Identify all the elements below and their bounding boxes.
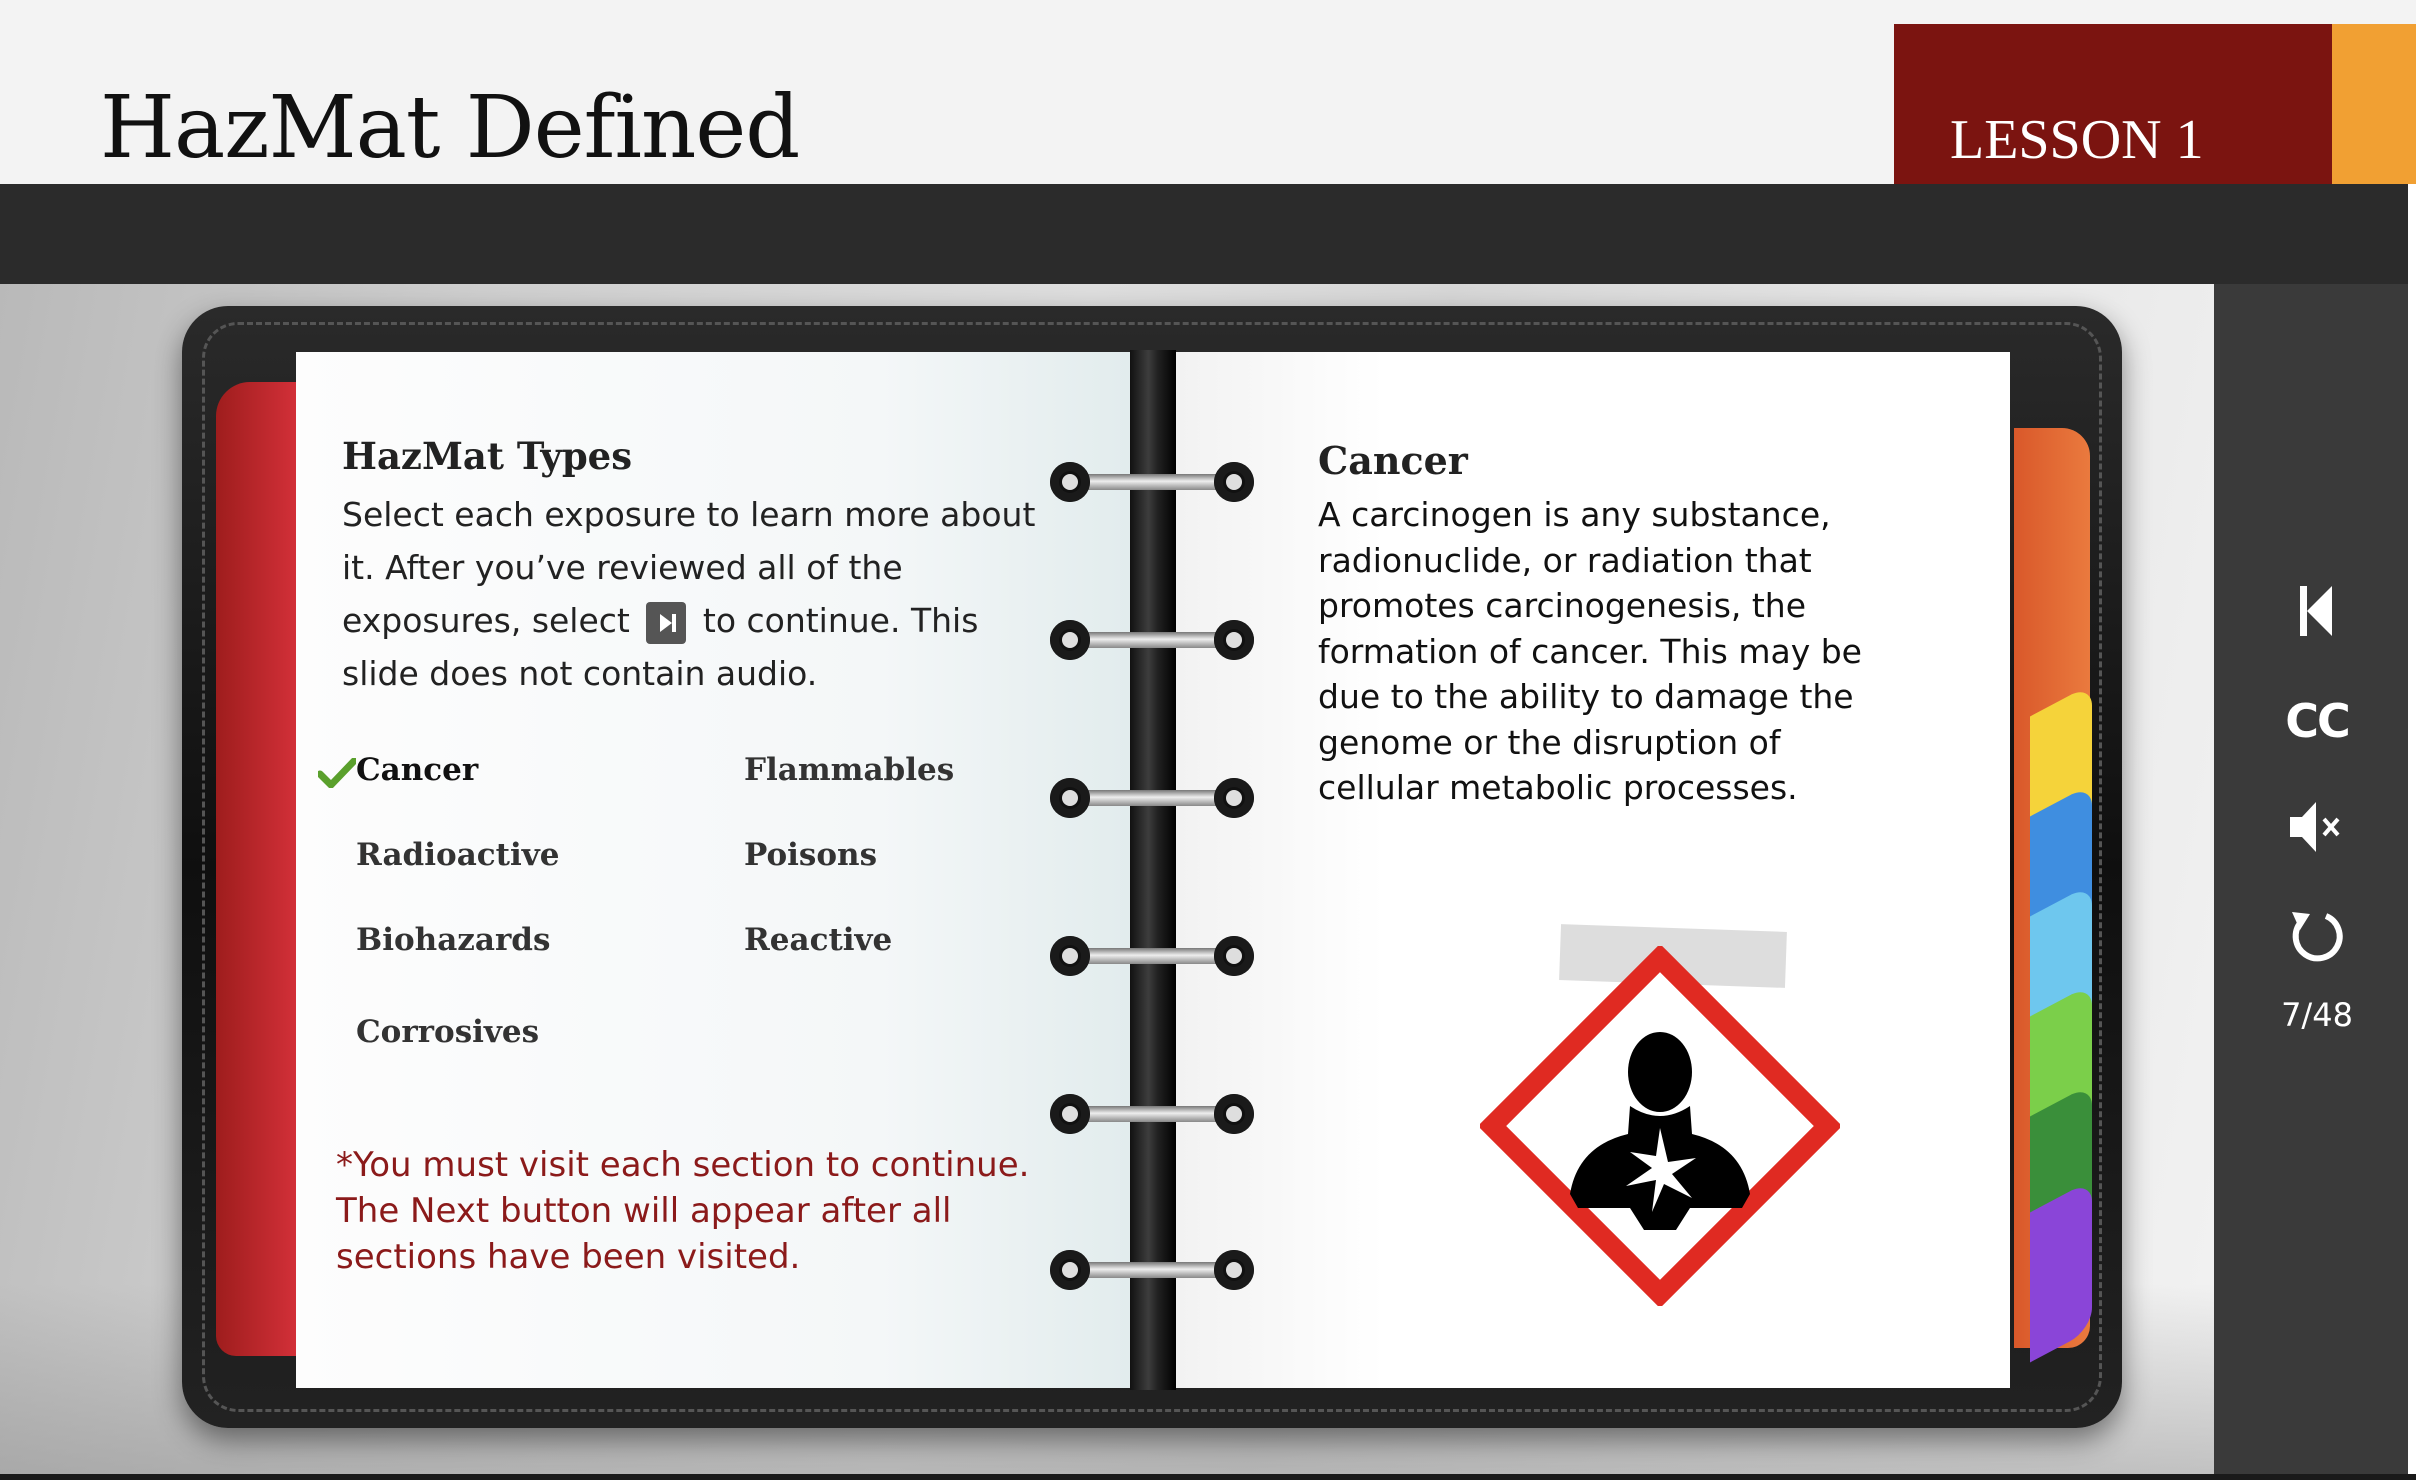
closed-captions-button[interactable]: CC [2285, 694, 2349, 748]
binder-ring [1050, 1094, 1254, 1134]
binder-spine [1130, 350, 1176, 1390]
binder-ring [1050, 778, 1254, 818]
top-dark-bar [0, 184, 2408, 284]
hazmat-item-poisons[interactable]: Poisons [744, 837, 878, 873]
instructions-text [342, 488, 1042, 700]
page-title: HazMat Defined [100, 78, 800, 178]
visit-requirement-note: *You must visit each section to continue. The Next button will appear after all sections have been visited. [336, 1145, 1030, 1277]
hazmat-item-reactive[interactable]: Reactive [744, 922, 893, 958]
bottom-border [0, 1474, 2416, 1480]
instructions-text-part1: Select each exposure to learn more about it. After you’ve reviewed all of the exposures, select [342, 495, 1036, 640]
slide-counter: 7/48 [2281, 996, 2353, 1034]
mute-button[interactable] [2270, 792, 2360, 862]
right-edge [2408, 184, 2416, 1480]
detail-description: A carcinogen is any substance, radionuclide, or radiation that promotes carcinogenesis, the formation of cancer. This may be due to the ability to damage the genome or the disruption of cellular metabolic processes. [1318, 495, 1862, 807]
hazmat-item-cancer[interactable]: Cancer [356, 752, 479, 788]
lesson-accent-stripe [2332, 24, 2416, 184]
detail-title: Cancer [1318, 438, 1468, 483]
previous-slide-button[interactable] [2270, 576, 2360, 646]
instructions-text-part2: to continue. This slide does not contain audio. [342, 601, 979, 693]
hazmat-item-radioactive[interactable]: Radioactive [356, 837, 560, 873]
health-hazard-pictogram-icon [1480, 946, 1840, 1306]
hazmat-item-biohazards[interactable]: Biohazards [356, 922, 551, 958]
binder-ring [1050, 1250, 1254, 1290]
player-sidebar [2214, 284, 2408, 1480]
hazmat-item-flammables[interactable]: Flammables [744, 752, 955, 788]
binder-ring [1050, 936, 1254, 976]
next-slide-icon [646, 602, 686, 644]
hazmat-item-corrosives[interactable]: Corrosives [356, 1014, 540, 1050]
replay-button[interactable] [2270, 900, 2360, 970]
binder-ring [1050, 620, 1254, 660]
hazmat-types-title: HazMat Types [342, 434, 633, 478]
visited-check-icon [318, 758, 356, 788]
binder-red-tab [216, 382, 302, 1356]
lesson-label: LESSON 1 [1950, 109, 2204, 171]
binder-ring [1050, 462, 1254, 502]
